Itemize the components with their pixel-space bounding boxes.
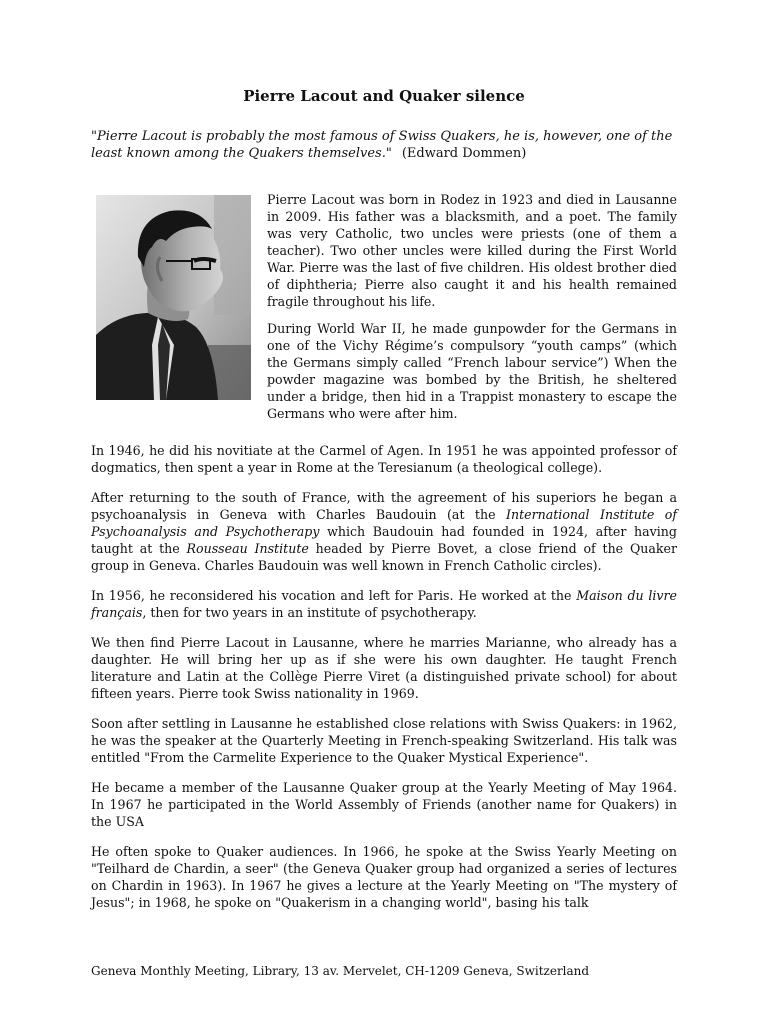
- quote-text: "Pierre Lacout is probably the most famous of Swiss Quakers, he is, however, one of the least known among the Quakers themselves.": [91, 129, 673, 161]
- text-run: After returning to the south of France, with the agreement of his superiors he began a psychoanalysis in Geneva with Charles Baudouin (at the: [91, 490, 677, 522]
- paragraph-wwii: During World War II, he made gunpowder for the Germans in one of the Vichy Régime’s compulsory “youth camps” (which the Germans simply called “French labour service”) When the powder magazine was bombed by the British, he sheltered under a bridge, then hid in a Trappist monastery to escape the Germans who were after him.: [267, 321, 677, 421]
- paragraph-birth: Pierre Lacout was born in Rodez in 1923 and died in Lausanne in 2009. His father was a blacksmith, and a poet. The family was very Catholic, two uncles were priests (one of them a teacher). Two other uncles were killed during the First World War. Pierre was the last of five children. His oldest brother died of diphtheria; Pierre also caught it and his health remained fragile throughout his life.: [267, 192, 677, 309]
- paragraph-membership: He became a member of the Lausanne Quaker group at the Yearly Meeting of May 1964. In 1967 he participated in the World Assembly of Friends (another name for Quakers) in the USA: [91, 780, 677, 829]
- text-run: In 1956, he reconsidered his vocation and left for Paris. He worked at the: [91, 588, 577, 603]
- paragraph-quakers: Soon after settling in Lausanne he established close relations with Swiss Quakers: in 1962, he was the speaker at the Quarterly Meeting in French-speaking Switzerland. His talk was entitled "From the Carmelite Experience to the Quaker Mystical Experience".: [91, 716, 677, 765]
- paragraph-paris: [91, 587, 677, 621]
- body-text: [91, 442, 677, 924]
- document-title: Pierre Lacout and Quaker silence: [243, 87, 525, 105]
- portrait-photo: [96, 195, 251, 400]
- paragraph-lausanne: We then find Pierre Lacout in Lausanne, where he marries Marianne, who already has a daughter. He will bring her up as if she were his own daughter. He taught French literature and Latin at the Collège Pierre Viret (a distinguished private school) for about fifteen years. Pierre took Swiss nationality in 1969.: [91, 635, 677, 701]
- text-run: headed by Pierre Bovet, a close friend of the Quaker group in Geneva. Charles Baudouin was well known in French Catholic circles).: [91, 541, 677, 573]
- paragraph-talks: He often spoke to Quaker audiences. In 1966, he spoke at the Swiss Yearly Meeting on "Teilhard de Chardin, a seer" (the Geneva Quaker group had organized a series of lectures on Chardin in 1963). In 1967 he gives a lecture at the Yearly Meeting on "The mystery of Jesus"; in 1968, he spoke on "Quakerism in a changing world", basing his talk: [91, 844, 677, 910]
- intro-text: [267, 191, 677, 435]
- text-run: , then for two years in an institute of psychotherapy.: [142, 605, 477, 620]
- publisher-name: Maison du livre français: [91, 588, 677, 620]
- institute-name: International Institute of Psychoanalysis and Psychotherapy: [91, 507, 677, 539]
- page-footer: Geneva Monthly Meeting, Library, 13 av. Mervelet, CH-1209 Geneva, Switzerland: [91, 964, 590, 978]
- quote-attribution: (Edward Dommen): [401, 146, 527, 161]
- institute-name: Rousseau Institute: [186, 541, 309, 556]
- paragraph-geneva: [91, 489, 677, 574]
- epigraph-quote: [91, 128, 677, 162]
- text-run: which Baudouin had founded in 1924, after having taught at the: [91, 524, 677, 556]
- paragraph-agen: In 1946, he did his novitiate at the Carmel of Agen. In 1951 he was appointed professor of dogmatics, then spent a year in Rome at the Teresianum (a theological college).: [91, 443, 677, 475]
